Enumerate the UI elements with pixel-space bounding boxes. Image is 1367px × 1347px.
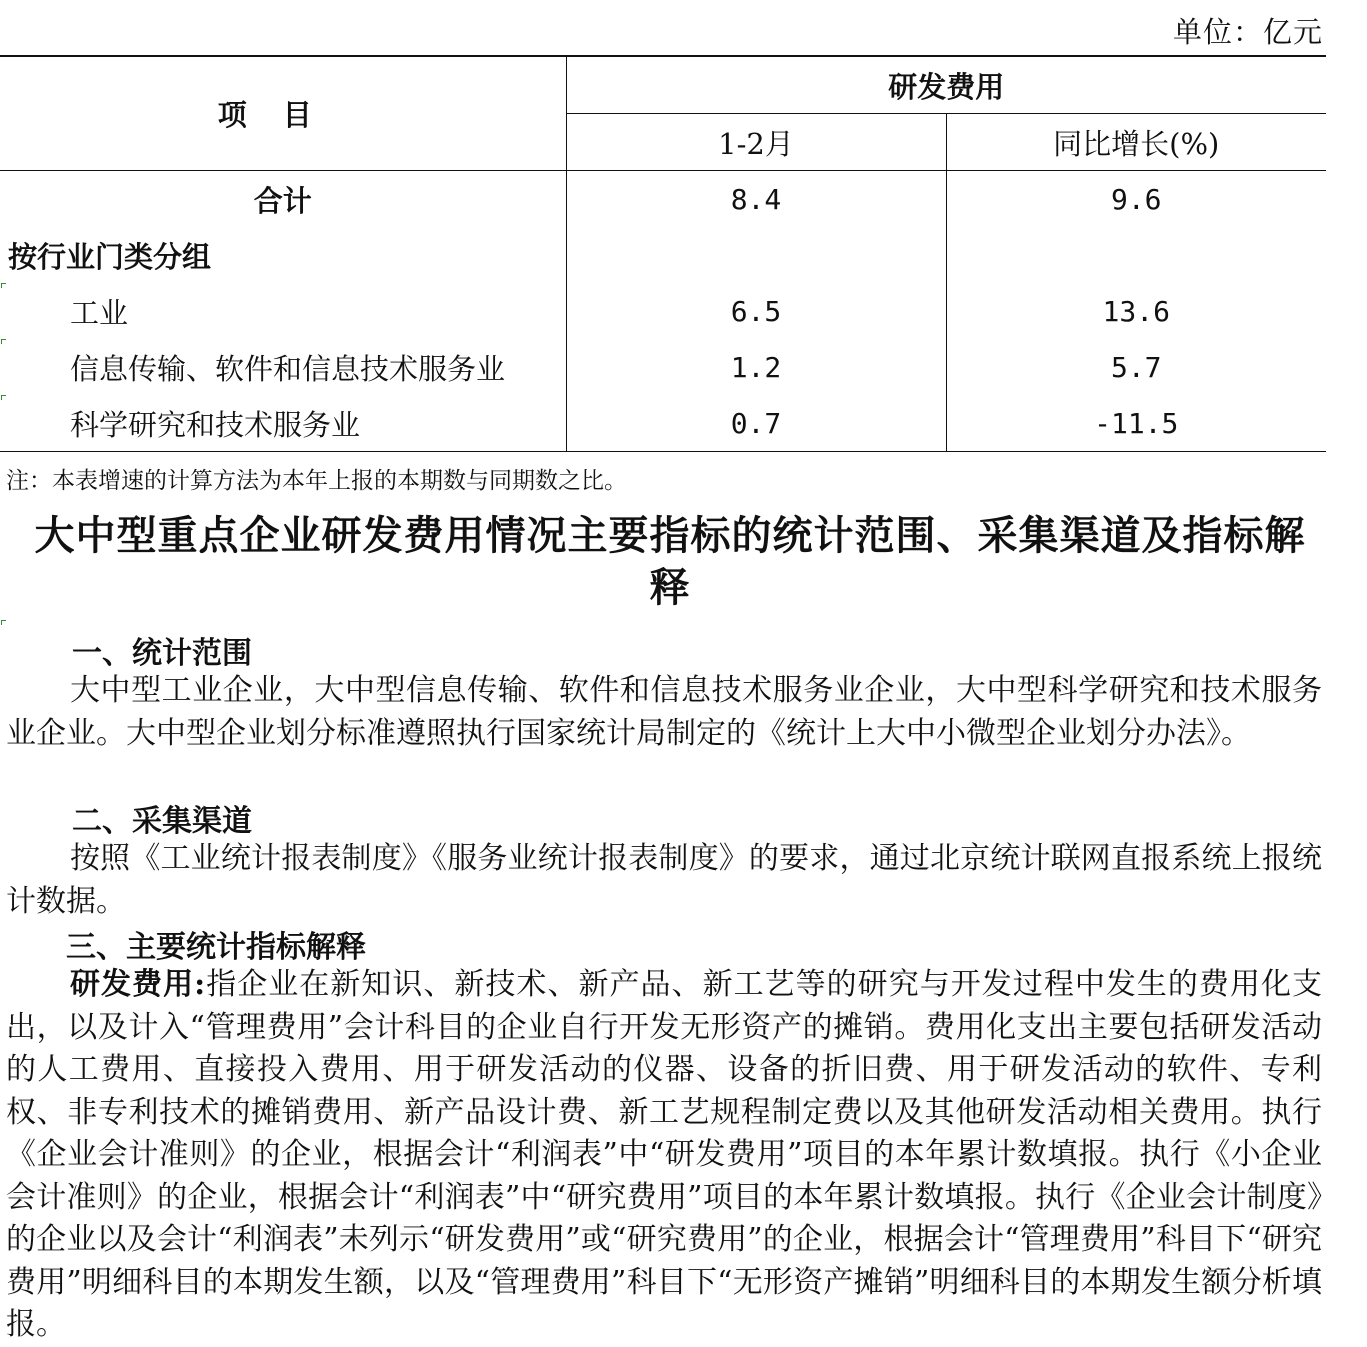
section-heading-scope: 一、统计范围 [72,636,252,671]
row-label: 合计 [253,183,312,218]
header-item-label: 项目 [217,98,348,132]
row-label: 信息传输、软件和信息技术服务业 [70,351,506,386]
table-row [0,171,1326,228]
table-row [0,339,1326,395]
row-label: 按行业门类分组 [8,239,212,274]
table-row [0,283,1326,339]
header-item [0,57,566,171]
table-row [0,227,1326,283]
row-label: 工业 [70,295,129,330]
comment-marker [1,283,6,288]
section-heading-indicators: 三、主要统计指标解释 [66,930,366,965]
section-heading-channel: 二、采集渠道 [72,804,252,839]
comment-marker [1,395,6,400]
comment-marker [1,339,6,344]
rd-expense-table [0,57,1326,452]
row-value-period: 1.2 [566,339,946,395]
header-col-period: 1-2月 [566,114,946,171]
header-group: 研发费用 [566,57,1326,114]
row-value-period: 8.4 [566,171,946,228]
comment-marker [1,620,6,625]
section-text-indicators [6,964,1322,1347]
section-text-channel: 按照《工业统计报表制度》《服务业统计报表制度》的要求，通过北京统计联网直报系统上报统计数据。 [6,841,1322,919]
term-definition: 指企业在新知识、新技术、新产品、新工艺等的研究与开发过程中发生的费用化支出，以及计入“管理费用”会计科目的企业自行开发无形资产的摊销。费用化支出主要包括研发活动的人工费用、直接投入费用、用于研发活动的仪器、设备的折旧费、用于研发活动的软件、专利权、非专利技术的摊销费用、新产品设计费、新工艺规程制定费以及其他研发活动相关费用。执行《企业会计准则》的企业，根据会计“利润表”中“研发费用”项目的本年累计数填报。执行《小企业会计准则》的企业，根据会计“利润表”中“研究费用”项目的本年累计数填报。执行《企业会计制度》的企业以及会计“利润表”未列示“研发费用”或“研究费用”的企业，根据会计“管理费用”科目下“研究费用”明细科目的本期发生额，以及“管理费用”科目下“无形资产摊销”明细科目的本期发生额分析填报。 [6,967,1323,1342]
row-value-growth: -11.5 [946,395,1326,452]
document-title: 大中型重点企业研发费用情况主要指标的统计范围、采集渠道及指标解释 [34,512,1306,611]
row-value-period: 6.5 [566,283,946,339]
term-rd-expense: 研发费用: [70,967,206,1002]
row-value-growth [946,227,1326,283]
unit-label: 单位：亿元 [1172,15,1323,49]
row-value-growth: 5.7 [946,339,1326,395]
row-value-period [566,227,946,283]
table-row [0,395,1326,452]
section-text-scope: 大中型工业企业，大中型信息传输、软件和信息技术服务业企业，大中型科学研究和技术服务业企业。大中型企业划分标准遵照执行国家统计局制定的《统计上大中小微型企业划分办法》。 [6,673,1322,751]
row-value-growth: 13.6 [946,283,1326,339]
header-col-growth: 同比增长(%) [946,114,1326,171]
row-value-growth: 9.6 [946,171,1326,228]
row-label: 科学研究和技术服务业 [0,395,566,452]
row-value-period: 0.7 [566,395,946,452]
table-note: 注：本表增速的计算方法为本年上报的本期数与同期数之比。 [6,468,627,494]
